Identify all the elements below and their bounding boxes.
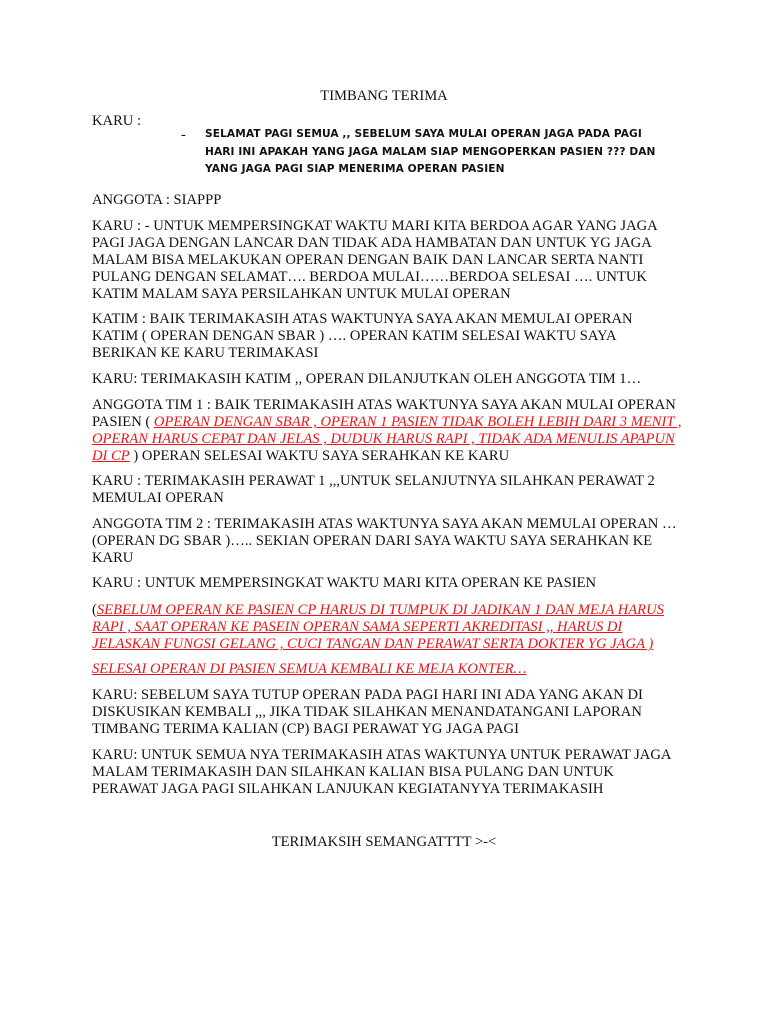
patient-rules-text: SEBELUM OPERAN KE PASIEN CP HARUS DI TUMPUK DI JADIKAN 1 DAN MEJA HARUS RAPI , SAAT OPERAN KE PASEIN OPERAN SAMA SEPERTI AKREDITASI ,, HARUS DI JELASKAN FUNGSI GELANG , CUCI TANGAN DAN PERAWAT SERTA DOKTER YG JAGA ) [92,602,664,652]
bullet-dash: - [181,127,186,143]
paragraph-patient-rules [92,602,682,653]
paragraph-karu-to-patient: KARU : UNTUK MEMPERSINGKAT WAKTU MARI KITA OPERAN KE PASIEN [92,575,597,591]
paragraph-anggota-tim-1 [92,397,682,465]
paragraph-karu-perawat-2: KARU : TERIMAKASIH PERAWAT 1 ,,,UNTUK SELANJUTNYA SILAHKAN PERAWAT 2 MEMULAI OPERAN [92,473,655,506]
paragraph-karu-thanks-katim: KARU: TERIMAKASIH KATIM ,, OPERAN DILANJUTKAN OLEH ANGGOTA TIM 1… [92,371,642,387]
page-title: TIMBANG TERIMA [320,88,448,104]
anggota-tim-1-rules: OPERAN DENGAN SBAR , OPERAN 1 PASIEN TIDAK BOLEH LEBIH DARI 3 MENIT , OPERAN HARUS CEPAT DAN JELAS , DUDUK HARUS RAPI , TIDAK ADA MENULIS APAPUN DI CP [92,414,682,464]
paragraph-karu-final-thanks: KARU: UNTUK SEMUA NYA TERIMAKASIH ATAS WAKTUNYA UNTUK PERAWAT JAGA MALAM TERIMAKASIH DAN SILAHKAN KALIAN BISA PULANG DAN UNTUK PERAWAT JAGA PAGI SILAHKAN LANJUKAN KEGIATANYYA TERIMAKASIH [92,747,671,797]
closing-line: TERIMAKSIH SEMANGATTTT >-< [271,834,497,850]
paragraph-return-counter [92,661,682,678]
return-counter-text: SELESAI OPERAN DI PASIEN SEMUA KEMBALI KE MEJA KONTER… [92,661,527,677]
paragraph-karu-prayer: KARU : - UNTUK MEMPERSINGKAT WAKTU MARI KITA BERDOA AGAR YANG JAGA PAGI JAGA DENGAN LANCAR DAN TIDAK ADA HAMBATAN DAN UNTUK YG JAGA MALAM BISA MELAKUKAN OPERAN DENGAN BAIK DAN LANCAR SERTA NANTI PULANG DENGAN SELAMAT…. BERDOA MULAI……BERDOA SELESAI …. UNTUK KATIM MALAM SAYA PERSILAHKAN UNTUK MULAI OPERAN [92,218,657,302]
paragraph-katim-operan: KATIM : BAIK TERIMAKASIH ATAS WAKTUNYA SAYA AKAN MEMULAI OPERAN KATIM ( OPERAN DENGAN SBAR ) …. OPERAN KATIM SELESAI WAKTU SAYA BERIKAN KE KARU TERIMAKASI [92,311,633,361]
anggota-tim-1-closing: ) OPERAN SELESAI WAKTU SAYA SERAHKAN KE KARU [129,448,510,464]
paragraph-anggota-reply: ANGGOTA : SIAPPP [92,192,222,208]
patient-rules-open: ( [92,602,97,618]
anggota-tim-1-intro: ANGGOTA TIM 1 : BAIK TERIMAKASIH ATAS WAKTUNYA SAYA AKAN MULAI OPERAN PASIEN ( [92,397,676,430]
paragraph-anggota-tim-2: ANGGOTA TIM 2 : TERIMAKASIH ATAS WAKTUNYA SAYA AKAN MEMULAI OPERAN … (OPERAN DG SBAR )….. SEKIAN OPERAN DARI SAYA WAKTU SAYA SERAHKAN KE KARU [92,516,677,566]
opening-greeting: SELAMAT PAGI SEMUA ,, SEBELUM SAYA MULAI OPERAN JAGA PADA PAGI HARI INI APAKAH YANG JAGA MALAM SIAP MENGOPERKAN PASIEN ??? DAN YANG JAGA PAGI SIAP MENERIMA OPERAN PASIEN [205,128,656,175]
paragraph-karu-closing-discussion: KARU: SEBELUM SAYA TUTUP OPERAN PADA PAGI HARI INI ADA YANG AKAN DI DISKUSIKAN KEMBALI ,,, JIKA TIDAK SILAHKAN MENANDATANGANI LAPORAN TIMBANG TERIMA KALIAN (CP) BAGI PERAWAT YG JAGA PAGI [92,687,643,737]
opening-speaker: KARU : [92,113,142,129]
